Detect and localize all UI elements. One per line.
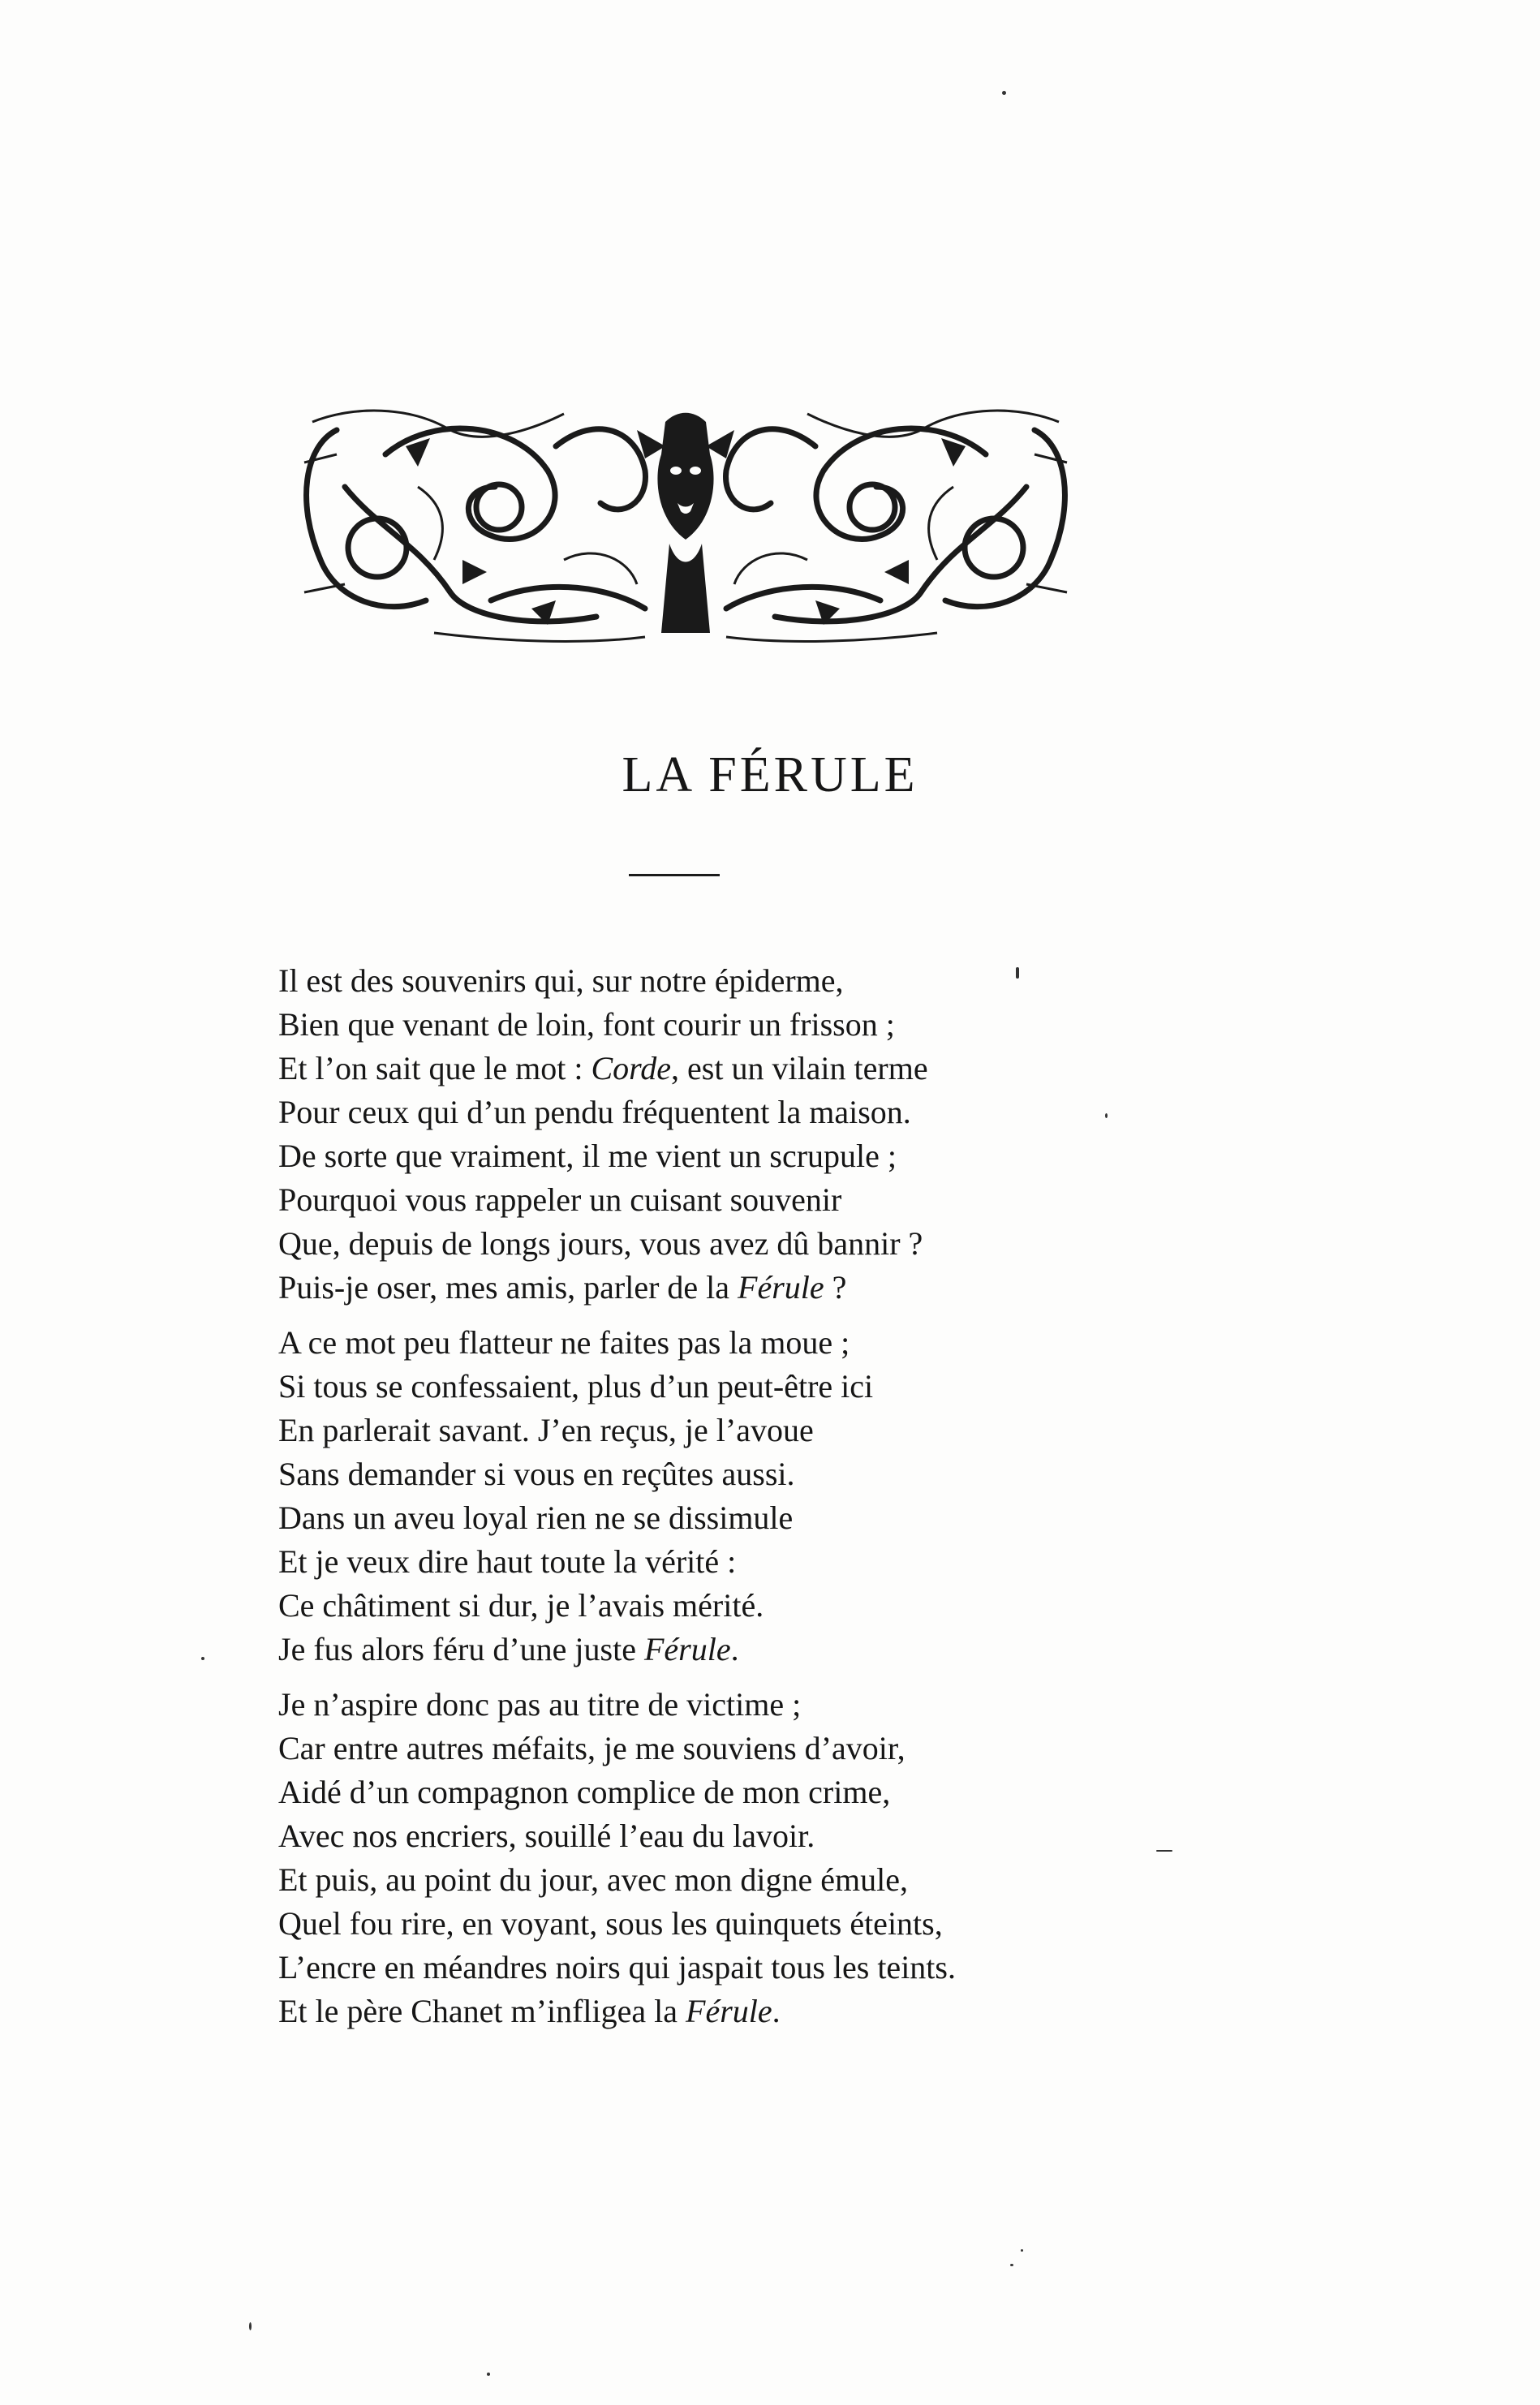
poem-line: Dans un aveu loyal rien ne se dissimule: [278, 1499, 794, 1536]
poem-line: Et puis, au point du jour, avec mon digne émule,: [278, 1861, 909, 1898]
poem-line: Avec nos encriers, souillé l’eau du lavoir.: [278, 1818, 815, 1854]
line-text: .: [730, 1631, 739, 1667]
line-text: Je fus alors féru d’une juste: [278, 1631, 644, 1667]
italic-word: Férule: [686, 1993, 772, 2029]
italic-word: Férule: [738, 1269, 824, 1306]
paper-speck: [1002, 91, 1006, 95]
line-text: , est un vilain terme: [671, 1050, 928, 1086]
line-text: ?: [824, 1269, 847, 1306]
poem-stanza-3: [278, 1683, 1106, 2033]
paper-speck: [1021, 2249, 1023, 2252]
line-text: Et le père Chanet m’infligea la: [278, 1993, 686, 2029]
poem-line: Pourquoi vous rappeler un cuisant souvenir: [278, 1181, 842, 1218]
poem-line: Ce châtiment si dur, je l’avais mérité.: [278, 1587, 764, 1624]
line-text: Puis-je oser, mes amis, parler de la: [278, 1269, 738, 1306]
poem-line: Si tous se confessaient, plus d’un peut-être ici: [278, 1368, 874, 1405]
poem-title: LA FÉRULE: [622, 747, 918, 802]
poem-line: Il est des souvenirs qui, sur notre épiderme,: [278, 962, 844, 999]
title-rule-divider: [629, 874, 720, 876]
poem-line: L’encre en méandres noirs qui jaspait tous les teints.: [278, 1949, 956, 1986]
poem-line: En parlerait savant. J’en reçus, je l’avoue: [278, 1412, 814, 1448]
italic-word: Corde: [591, 1050, 672, 1086]
paper-speck: [1010, 2264, 1013, 2266]
poem-line: Et je veux dire haut toute la vérité :: [278, 1543, 737, 1580]
paper-speck: [201, 1657, 204, 1660]
poem-line: Quel fou rire, en voyant, sous les quinquets éteints,: [278, 1905, 943, 1942]
poem-line: [278, 1266, 1106, 1310]
poem-line: Sans demander si vous en reçûtes aussi.: [278, 1456, 795, 1492]
poem-line: A ce mot peu flatteur ne faites pas la moue ;: [278, 1324, 850, 1361]
poem-line: [278, 1628, 1106, 1671]
poem-line: Car entre autres méfaits, je me souviens d’avoir,: [278, 1730, 906, 1766]
poem-stanza-2: [278, 1321, 1106, 1671]
poem-line: [278, 1990, 1106, 2033]
poem-line: [278, 1047, 1106, 1091]
paper-speck: [1156, 1850, 1172, 1852]
paper-speck: [487, 2373, 490, 2376]
poem-line: Je n’aspire donc pas au titre de victime ;: [278, 1686, 802, 1723]
italic-word: Férule: [643, 1631, 731, 1667]
ornamental-headpiece-icon: [288, 398, 1083, 651]
poem-line: Pour ceux qui d’un pendu fréquentent la maison.: [278, 1094, 911, 1130]
poem-line: Bien que venant de loin, font courir un frisson ;: [278, 1006, 895, 1043]
poem-line: Que, depuis de longs jours, vous avez dû bannir ?: [278, 1225, 923, 1262]
paper-speck: [1105, 1113, 1108, 1118]
poem-line: De sorte que vraiment, il me vient un scrupule ;: [278, 1138, 897, 1174]
line-text: .: [772, 1993, 781, 2029]
poem-stanza-1: [278, 959, 1106, 1310]
line-text: Et l’on sait que le mot :: [278, 1050, 591, 1086]
paper-speck: [1016, 967, 1019, 979]
paper-speck: [249, 2322, 252, 2330]
poem-line: Aidé d’un compagnon complice de mon crime,: [278, 1774, 891, 1810]
